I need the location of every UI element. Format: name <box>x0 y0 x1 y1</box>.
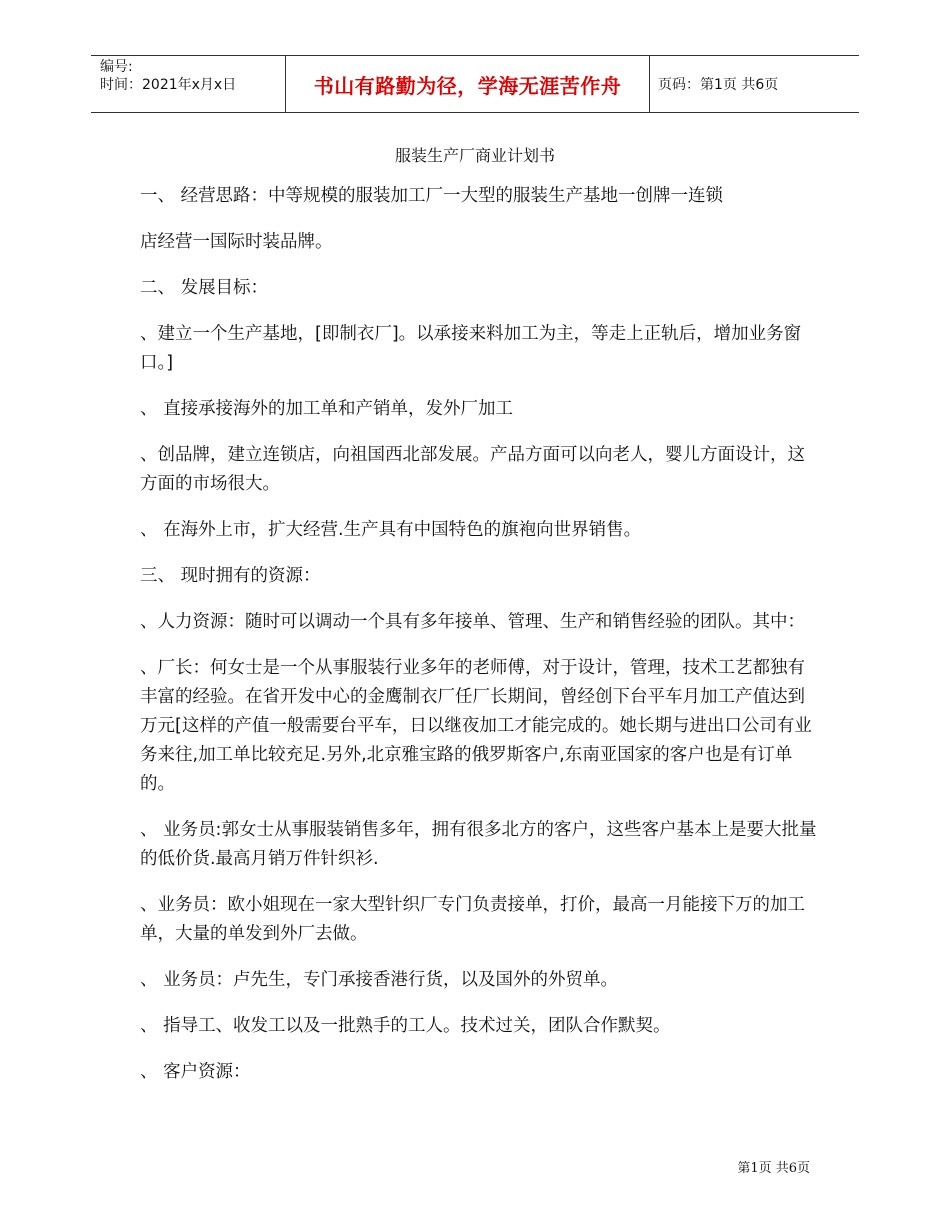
document-number-label: 编号: <box>100 59 133 75</box>
paragraph: 、 在海外上市，扩大经营.生产具有中国特色的旗袍向世界销售。 <box>140 520 642 540</box>
paragraph: 、 直接承接海外的加工单和产销单，发外厂加工 <box>140 399 514 419</box>
paragraph: 、 业务员：卢先生，专门承接香港行货，以及国外的外贸单。 <box>140 970 619 990</box>
paragraph: 二、 发展目标： <box>140 278 269 298</box>
header-motto: 书山有路勤为径，学海无涯苦作舟 <box>286 56 650 112</box>
paragraph: 店经营一国际时装品牌。 <box>140 232 333 252</box>
paragraph: 、 指导工、收发工以及一批熟手的工人。技术过关，团队合作默契。 <box>140 1016 671 1036</box>
paragraph: 、 业务员:郭女士从事服装销售多年，拥有很多北方的客户，这些客户基本上是要大批量的低价货.最高月销万件针织衫. <box>140 820 817 869</box>
paragraph: 、 客户资源： <box>140 1062 251 1082</box>
document-title: 服装生产厂商业计划书 <box>394 146 555 165</box>
header-meta <box>91 56 286 112</box>
paragraph: 、建立一个生产基地，[即制衣厂]。以承接来料加工为主，等走上正轨后，增加业务窗口。] <box>140 324 802 373</box>
paragraph: 、人力资源：随时可以调动一个具有多年接单、管理、生产和销售经验的团队。其中： <box>140 612 805 632</box>
paragraph: 、厂长：何女士是一个从事服装行业多年的老师傅，对于设计，管理，技术工艺都独有丰富的经验。在省开发中心的金鹰制衣厂任厂长期间，曾经创下台平车月加工产值达到万元[这样的产值一般需要台平车，日以继夜加工才能完成的。她长期与进出口公司有业务来往,加工单比较充足.另外,北京雅宝路的俄罗斯客户,东南亚国家的客户也是有订单的。 <box>140 658 812 794</box>
paragraph: 一、 经营思路：中等规模的服装加工厂一大型的服装生产基地一创牌一连锁 <box>140 186 724 206</box>
page-header <box>91 55 859 113</box>
paragraph: 、业务员：欧小姐现在一家大型针织厂专门负责接单，打价，最高一月能接下万的加工单，大量的单发到外厂去做。 <box>140 895 805 944</box>
document-body <box>140 182 820 1104</box>
paragraph: 、创品牌，建立连锁店，向祖国西北部发展。产品方面可以向老人，婴儿方面设计，这方面的市场很大。 <box>140 445 805 494</box>
paragraph: 三、 现时拥有的资源： <box>140 566 321 586</box>
page-footer: 第1页 共6页 <box>737 1161 810 1176</box>
header-page-number: 页码：第1页 共6页 <box>658 77 779 93</box>
document-time-label: 时间：2021年x月x日 <box>100 77 237 93</box>
